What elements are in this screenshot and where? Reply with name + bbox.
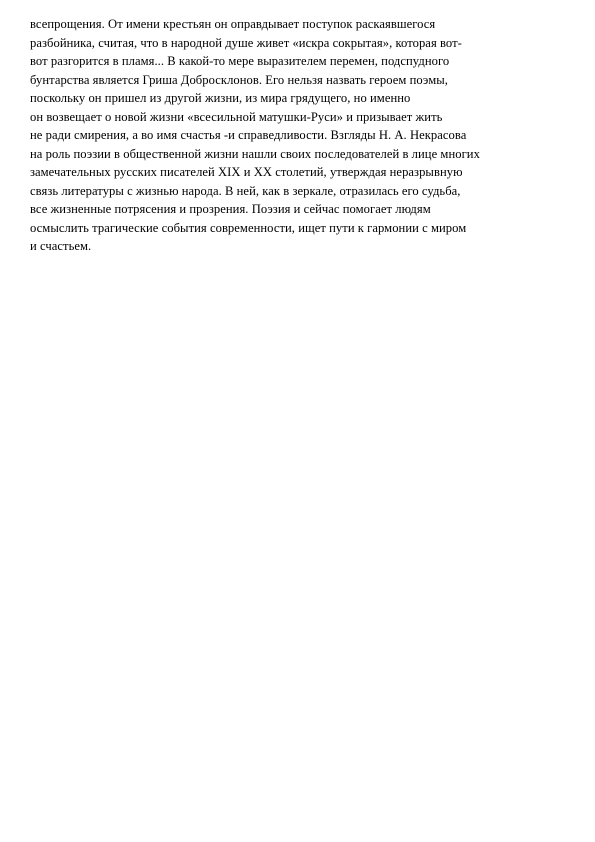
text-line: бунтарства является Гриша Добросклонов. Его нельзя назвать героем поэмы, [30,72,448,87]
text-line: замечательных русских писателей XIX и XX столетий, утверждая неразрывную [30,165,463,179]
text-line: осмыслить трагические события современности, ищет пути к гармонии с миром [30,220,467,235]
text-line: разбойника, считая, что в народной душе живет «искра сокрытая», которая вот- [30,35,462,50]
text-line: связь литературы с жизнью народа. В ней, как в зеркале, отразилась его судьба, [30,183,461,198]
text-line: он возвещает о новой жизни «всесильной матушки-Руси» и призывает жить [30,109,443,124]
text-line: вот разгорится в пламя... В какой-то мере выразителем перемен, подспудного [30,54,450,68]
text-line: все жизненные потрясения и прозрения. Поэзия и сейчас помогает людям [30,202,431,216]
text-line: на роль поэзии в общественной жизни нашли своих последователей в лице многих [30,146,480,161]
text-line: всепрощения. От имени крестьян он оправдывает поступок раскаявшегося [30,17,436,31]
text-line: не ради смирения, а во имя счастья -и справедливости. Взгляды Н. А. Некрасова [30,128,467,142]
text-line: и счастьем. [30,239,92,253]
body-text [30,15,580,256]
text-line: поскольку он пришел из другой жизни, из мира грядущего, но именно [30,91,411,105]
